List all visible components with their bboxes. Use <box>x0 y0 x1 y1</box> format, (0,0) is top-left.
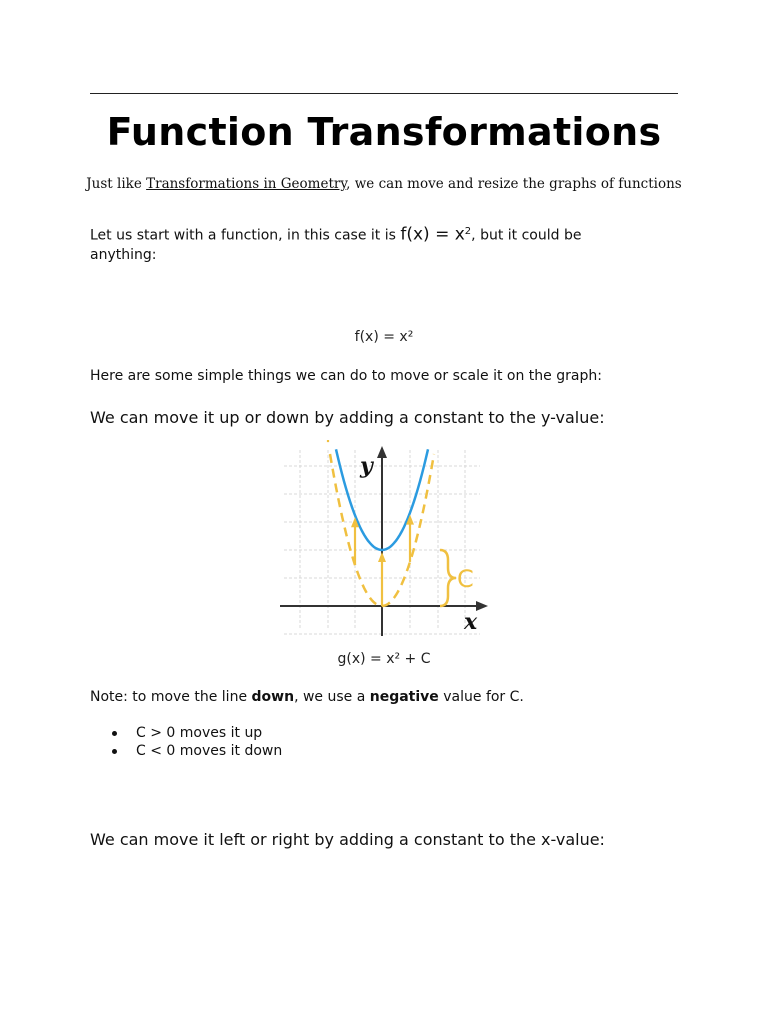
x-axis-label: x <box>464 609 478 635</box>
subtitle-suffix: , we can move and resize the graphs of functions <box>346 176 682 192</box>
transformations-geometry-link[interactable]: Transformations in Geometry <box>146 176 347 192</box>
subtitle-prefix: Just like <box>86 176 147 192</box>
y-axis-label: y <box>360 453 373 479</box>
intro-after: , but it could be anything: <box>90 227 582 263</box>
bullet-dot <box>112 749 117 754</box>
subtitle <box>0 176 768 192</box>
list-item <box>112 742 282 760</box>
intro-exponent: 2 <box>464 226 472 237</box>
note-bold-down: down <box>251 689 295 705</box>
x-axis-arrow <box>476 601 488 611</box>
intro-before: Let us start with a function, in this case it is <box>90 227 401 244</box>
top-divider <box>90 93 678 94</box>
c-label: C <box>457 565 474 593</box>
note-bold-negative: negative <box>369 689 439 705</box>
fx-caption: f(x) = x² <box>354 329 414 345</box>
shift-arrow-head <box>378 552 386 562</box>
graph-axes <box>280 446 488 636</box>
note-paragraph <box>90 688 650 707</box>
c-brace <box>440 550 456 606</box>
heading-horizontal-shift: We can move it left or right by adding a constant to the x-value: <box>90 830 605 849</box>
simple-things-text: Here are some simple things we can do to move or scale it on the graph: <box>90 368 602 384</box>
intro-function: f(x) = x <box>400 224 465 245</box>
note-middle: , we use a <box>294 689 370 705</box>
intro-paragraph <box>90 222 650 265</box>
note-before: Note: to move the line <box>90 689 252 705</box>
page-title: Function Transformations <box>106 110 662 154</box>
y-axis-arrow <box>377 446 387 458</box>
note-after: value for C. <box>438 689 524 705</box>
heading-vertical-shift: We can move it up or down by adding a constant to the y-value: <box>90 408 605 427</box>
list-item-text: C > 0 moves it up <box>136 725 263 741</box>
gx-caption: g(x) = x² + C <box>337 651 431 667</box>
vertical-shift-graph <box>280 440 490 636</box>
list-item <box>112 724 282 742</box>
list-item-text: C < 0 moves it down <box>136 743 283 759</box>
bullet-dot <box>112 731 117 736</box>
c-rules-list <box>112 724 282 760</box>
